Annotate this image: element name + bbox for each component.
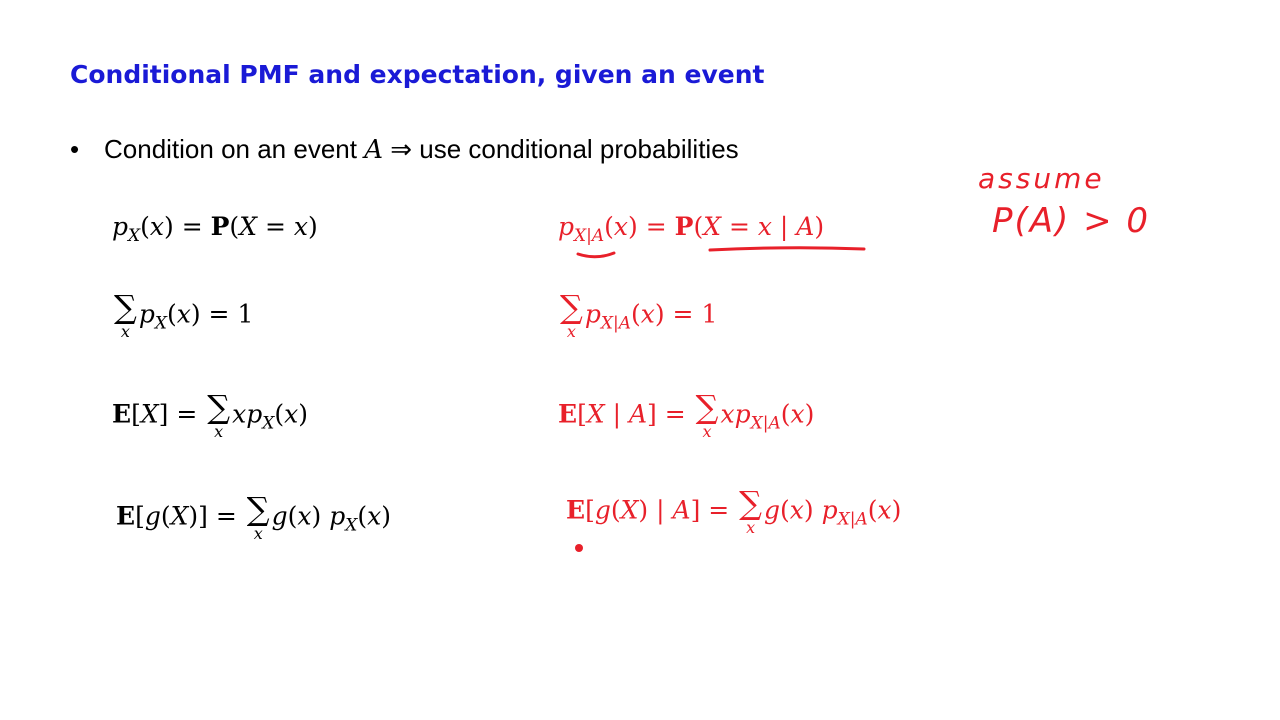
formula-pmf-sum: ∑ x $p_X(x) = 1$ bbox=[114, 288, 254, 341]
bullet-text-after: use conditional probabilities bbox=[412, 134, 739, 164]
annotation-probability-positive: P(A) > 0 bbox=[992, 201, 1151, 241]
formula-conditional-pmf: $p_{X|A}(x) = P(X = x$ | A) bbox=[558, 212, 825, 246]
formula-conditional-pmf-sum: ∑ x $p_{X|A}(x) = 1$ bbox=[560, 288, 718, 341]
underline-probability bbox=[710, 248, 864, 250]
formula-expectation: E[X] = ∑ x $xp_X(x)$ bbox=[112, 388, 308, 441]
ink-dot bbox=[575, 544, 583, 552]
page-title: Conditional PMF and expectation, given an event bbox=[70, 60, 765, 89]
bullet-item bbox=[70, 134, 739, 165]
bullet-dot: • bbox=[70, 134, 80, 164]
implies-arrow: ⇒ bbox=[390, 134, 413, 164]
annotation-assume: assume bbox=[978, 162, 1105, 195]
formula-pmf: $p_X(x) = P(X = x)$ bbox=[112, 212, 318, 246]
formula-conditional-expected-value-rule: E[g(X) | A] = ∑ x g(x) $p_{X|A}(x)$ bbox=[566, 484, 902, 537]
bullet-text-before: Condition on an event bbox=[104, 134, 365, 164]
event-symbol: A bbox=[364, 135, 383, 165]
formula-expected-value-rule: E[g(X)] = ∑ x g(x) $p_X(x)$ bbox=[116, 490, 391, 543]
formula-conditional-expectation: E[X | A] = ∑ x $xp_{X|A}(x)$ bbox=[558, 388, 815, 441]
underline-subscript bbox=[578, 253, 614, 257]
